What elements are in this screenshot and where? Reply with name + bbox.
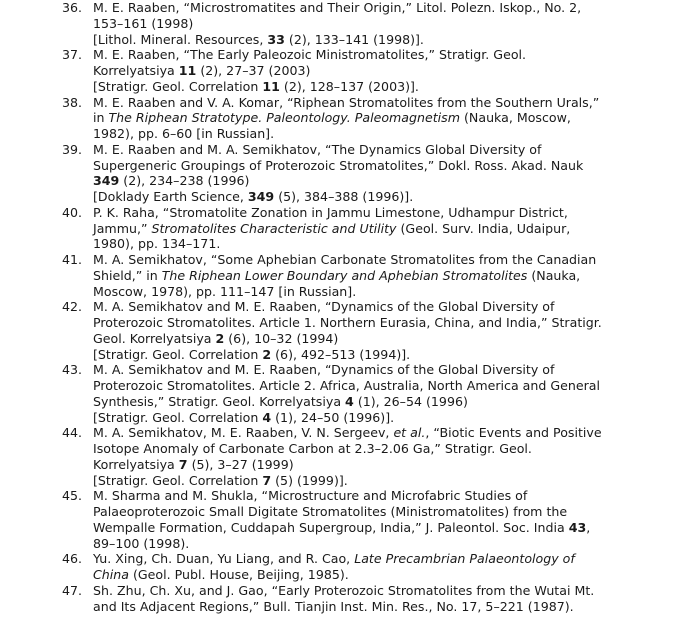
text-segment: (Geol. Publ. House, Beijing, 1985).: [128, 567, 349, 582]
volume-number: 2: [215, 330, 225, 346]
text-segment: Yu. Xing, Ch. Duan, Yu Liang, and R. Cao,: [93, 551, 355, 567]
reference-number: 46.: [62, 551, 83, 567]
reference-line: [93, 567, 635, 583]
reference-text: [93, 252, 635, 299]
text-segment: 1982), pp. 6–60 [in Russian].: [93, 126, 275, 141]
volume-number: 349: [93, 173, 120, 189]
volume-number: 7: [178, 456, 188, 472]
reference-line: [93, 410, 635, 426]
text-segment: M. Sharma and M. Shukla, “Microstructure and Microfabric Studies of: [93, 488, 528, 504]
text-segment: Sh. Zhu, Ch. Xu, and J. Gao, “Early Proterozoic Stromatolites from the Wutai Mt.: [93, 582, 595, 598]
reference-line: [93, 32, 635, 48]
text-segment: , “Biotic Events and Positive: [425, 425, 602, 441]
volume-number: 7: [262, 472, 272, 488]
reference-line: [93, 236, 635, 252]
text-segment: (6), 492–513 (1994)].: [271, 346, 411, 362]
reference-item: [0, 551, 675, 583]
text-segment: M. A. Semikhatov, “Some Aphebian Carbonate Stromatolites from the Canadian: [93, 252, 597, 267]
reference-number: 40.: [62, 204, 83, 220]
reference-line: [93, 110, 635, 126]
reference-text: [93, 47, 635, 94]
text-segment: [Stratigr. Geol. Correlation: [93, 78, 263, 94]
reference-item: [0, 47, 675, 94]
reference-text: [93, 551, 635, 583]
reference-number: 45.: [62, 488, 83, 504]
reference-number: 42.: [62, 299, 83, 315]
text-segment: Moscow, 1978), pp. 111–147 [in Russian].: [93, 283, 357, 299]
text-segment: Synthesis,” Stratigr. Geol. Korrelyatsiya: [93, 393, 346, 409]
reference-line: [93, 378, 635, 394]
text-segment: (2), 234–238 (1996): [119, 173, 250, 189]
reference-line: [93, 551, 635, 567]
text-segment: [Lithol. Mineral. Resources,: [93, 31, 268, 47]
reference-number: 39.: [62, 141, 83, 157]
reference-line: [93, 126, 635, 142]
reference-line: [93, 331, 635, 347]
reference-line: [93, 599, 635, 615]
reference-line: [93, 362, 635, 378]
reference-text: [93, 299, 635, 362]
reference-line: [93, 221, 635, 237]
reference-text: [93, 142, 635, 205]
reference-line: [93, 205, 635, 221]
volume-number: 4: [345, 393, 354, 409]
text-segment: and Its Adjacent Regions,” Bull. Tianjin Inst. Min. Res., No. 17, 5–221 (1987).: [93, 598, 574, 614]
reference-line: [93, 79, 635, 95]
reference-line: [93, 441, 635, 457]
reference-line: [93, 536, 635, 552]
text-segment: Proterozoic Stromatolites. Article 2. Africa, Australia, North America and General: [93, 378, 600, 393]
reference-line: [93, 394, 635, 410]
reference-line: [93, 284, 635, 300]
text-segment: Wempalle Formation, Cuddapah Supergroup, India,” J. Paleontol. Soc. India: [93, 519, 569, 535]
text-segment: in: [93, 110, 109, 126]
reference-line: [93, 347, 635, 363]
text-segment: (Geol. Surv. India, Udaipur,: [396, 220, 571, 236]
text-segment: Shield,” in: [93, 267, 162, 283]
reference-item: [0, 95, 675, 142]
reference-line: [93, 158, 635, 174]
text-segment: M. E. Raaben, “The Early Paleozoic Ministromatolites,” Stratigr. Geol.: [93, 47, 527, 63]
reference-line: [93, 473, 635, 489]
reference-text: [93, 0, 635, 47]
text-segment: [Stratigr. Geol. Correlation: [93, 409, 263, 425]
volume-number: 43: [568, 519, 587, 535]
text-segment: (1), 24–50 (1996)].: [271, 409, 395, 425]
text-segment: Palaeoproterozoic Small Digitate Stromatolites (Ministromatolites) from the: [93, 504, 568, 519]
text-segment: (2), 27–37 (2003): [196, 63, 311, 78]
reference-line: [93, 0, 635, 16]
text-segment: M. A. Semikhatov and M. E. Raaben, “Dynamics of the Global Diversity of: [93, 299, 555, 315]
text-segment: ,: [586, 519, 591, 535]
reference-number: 37.: [62, 47, 83, 63]
reference-line: [93, 95, 635, 111]
reference-line: [93, 173, 635, 189]
italic-title: The Riphean Stratotype. Paleontology. Paleomagnetism: [108, 110, 461, 126]
reference-item: [0, 205, 675, 252]
text-segment: Korrelyatsiya: [93, 63, 179, 78]
reference-item: [0, 425, 675, 488]
reference-line: [93, 520, 635, 536]
text-segment: Supergeneric Groupings of Proterozoic Stromatolites,” Dokl. Ross. Akad. Nauk: [93, 157, 584, 173]
reference-line: [93, 583, 635, 599]
text-segment: (2), 128–137 (2003)].: [279, 78, 419, 94]
reference-line: [93, 268, 635, 284]
reference-text: [93, 488, 635, 551]
text-segment: M. A. Semikhatov and M. E. Raaben, “Dynamics of the Global Diversity of: [93, 362, 555, 378]
volume-number: 349: [247, 189, 275, 204]
reference-line: [93, 142, 635, 158]
volume-number: 11: [262, 78, 280, 94]
text-segment: P. K. Raha, “Stromatolite Zonation in Jammu Limestone, Udhampur District,: [93, 204, 568, 220]
reference-text: [93, 583, 635, 615]
text-segment: [Stratigr. Geol. Correlation: [93, 346, 263, 362]
text-segment: (Nauka,: [527, 267, 581, 283]
volume-number: 2: [262, 346, 272, 362]
text-segment: Geol. Korrelyatsiya: [93, 330, 216, 346]
italic-title: et al.: [393, 425, 426, 441]
text-segment: [Stratigr. Geol. Correlation: [93, 472, 263, 488]
reference-text: [93, 425, 635, 488]
reference-item: [0, 583, 675, 615]
italic-title: Stromatolites Characteristic and Utility: [151, 220, 397, 236]
text-segment: [Doklady Earth Science,: [93, 189, 248, 204]
reference-line: [93, 252, 635, 268]
reference-line: [93, 457, 635, 473]
italic-title: China: [93, 567, 129, 582]
reference-item: [0, 0, 675, 47]
text-segment: Jammu,”: [93, 220, 152, 236]
italic-title: The Riphean Lower Boundary and Aphebian Stromatolites: [161, 267, 528, 283]
reference-line: [93, 299, 635, 315]
reference-line: [93, 425, 635, 441]
text-segment: 1980), pp. 134–171.: [93, 236, 221, 252]
reference-item: [0, 362, 675, 425]
volume-number: 4: [262, 409, 272, 425]
text-segment: 153–161 (1998): [93, 15, 194, 31]
reference-line: [93, 16, 635, 32]
text-segment: M. E. Raaben, “Microstromatites and Their Origin,” Litol. Polezn. Iskop., No. 2,: [93, 0, 582, 15]
reference-line: [93, 47, 635, 63]
text-segment: (Nauka, Moscow,: [460, 110, 571, 126]
reference-item: [0, 142, 675, 205]
reference-number: 41.: [62, 252, 83, 267]
reference-number: 43.: [62, 362, 83, 378]
reference-text: [93, 362, 635, 425]
text-segment: 89–100 (1998).: [93, 535, 190, 551]
text-segment: Isotope Anomaly of Carbonate Carbon at 2.3–2.06 Ga,” Stratigr. Geol.: [93, 441, 532, 456]
reference-line: [93, 189, 635, 205]
reference-item: [0, 299, 675, 362]
text-segment: M. E. Raaben and M. A. Semikhatov, “The Dynamics Global Diversity of: [93, 141, 542, 157]
reference-item: [0, 252, 675, 299]
text-segment: Korrelyatsiya: [93, 456, 179, 472]
volume-number: 11: [178, 63, 197, 78]
text-segment: M. E. Raaben and V. A. Komar, “Riphean Stromatolites from the Southern Urals,”: [93, 94, 600, 110]
reference-number: 47.: [62, 582, 83, 598]
reference-item: [0, 488, 675, 551]
reference-number: 36.: [62, 0, 83, 15]
text-segment: Proterozoic Stromatolites. Article 1. Northern Eurasia, China, and India,” Stratigr.: [93, 315, 602, 330]
text-segment: (2), 133–141 (1998)].: [284, 31, 424, 47]
reference-number: 44.: [62, 425, 83, 441]
text-segment: (5), 384–388 (1996)].: [274, 189, 414, 204]
reference-text: [93, 205, 635, 252]
text-segment: (6), 10–32 (1994): [224, 330, 339, 346]
italic-title: Late Precambrian Palaeontology of: [354, 551, 575, 567]
reference-number: 38.: [62, 94, 83, 110]
text-segment: (5) (1999)].: [271, 472, 348, 488]
text-segment: M. A. Semikhatov, M. E. Raaben, V. N. Sergeev,: [93, 425, 394, 441]
reference-line: [93, 488, 635, 504]
reference-line: [93, 63, 635, 79]
reference-text: [93, 95, 635, 142]
text-segment: (5), 3–27 (1999): [187, 456, 294, 472]
text-segment: (1), 26–54 (1996): [353, 393, 468, 409]
volume-number: 33: [267, 31, 285, 47]
reference-line: [93, 504, 635, 520]
reference-line: [93, 315, 635, 331]
